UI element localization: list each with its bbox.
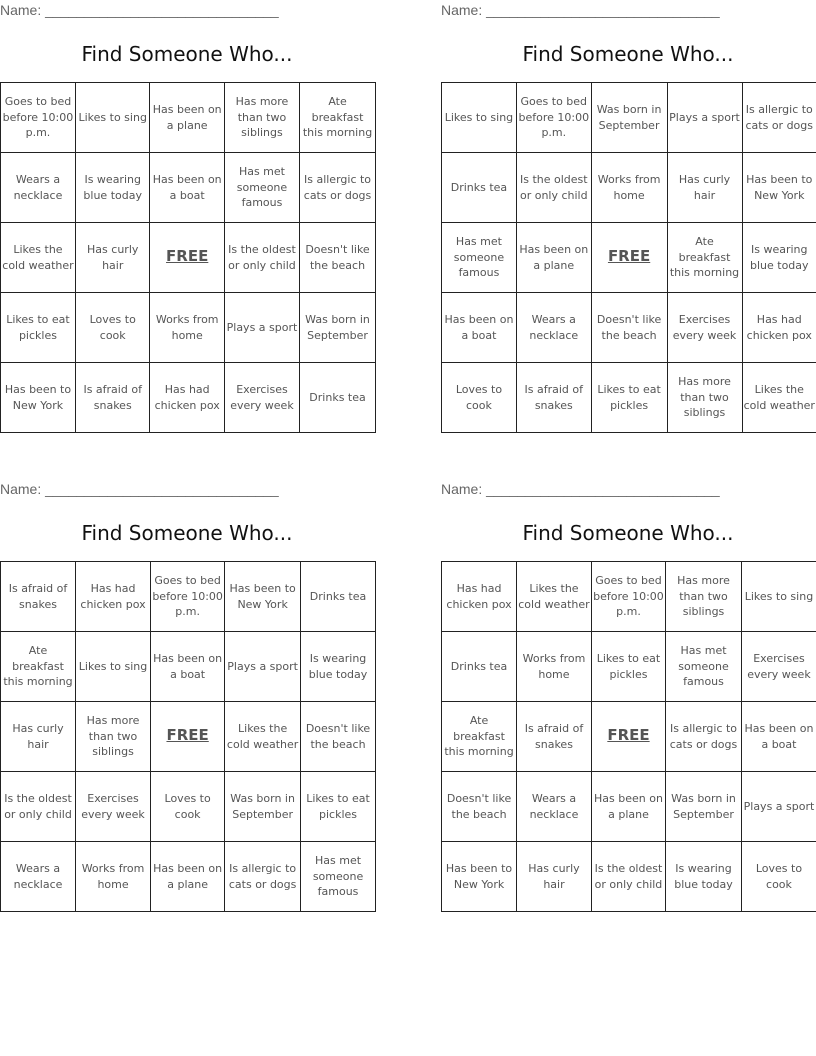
name-line: Name: ______________________________ <box>0 481 279 497</box>
grid-cell: Has been on a plane <box>516 223 591 293</box>
bingo-grid <box>441 561 816 912</box>
grid-row <box>1 632 376 702</box>
grid-cell: Has more than two siblings <box>76 702 151 772</box>
grid-cell: Drinks tea <box>301 562 376 632</box>
grid-cell: Is the oldest or only child <box>1 772 76 842</box>
grid-cell: Likes to sing <box>442 83 517 153</box>
grid-cell: Plays a sport <box>741 772 816 842</box>
grid-cell: Is allergic to cats or dogs <box>225 842 301 912</box>
grid-cell: Loves to cook <box>151 772 225 842</box>
grid-row <box>442 83 816 153</box>
grid-cell: Has more than two siblings <box>224 83 299 153</box>
card-title: Find Someone Who... <box>81 42 293 66</box>
bingo-grid <box>0 82 376 433</box>
grid-cell: Goes to bed before 10:00 p.m. <box>591 562 665 632</box>
grid-cell: Is allergic to cats or dogs <box>666 702 742 772</box>
grid-row <box>442 702 816 772</box>
free-space-label: FREE <box>607 726 650 745</box>
grid-row <box>442 363 816 433</box>
grid-cell: Exercises every week <box>667 293 742 363</box>
grid-cell: Is afraid of snakes <box>75 363 150 433</box>
grid-row <box>442 632 816 702</box>
grid-cell: Goes to bed before 10:00 p.m. <box>516 83 591 153</box>
grid-cell: Is afraid of snakes <box>516 363 591 433</box>
grid-cell: Likes the cold weather <box>1 223 76 293</box>
grid-cell: Likes to sing <box>75 83 150 153</box>
free-space-label: FREE <box>166 726 209 745</box>
card-title: Find Someone Who... <box>522 521 734 545</box>
grid-cell: Has been to New York <box>742 153 816 223</box>
grid-cell: Is wearing blue today <box>666 842 742 912</box>
free-space-label: FREE <box>166 247 209 266</box>
free-space <box>151 702 225 772</box>
grid-cell: Exercises every week <box>224 363 299 433</box>
grid-cell: Ate breakfast this morning <box>442 702 517 772</box>
grid-row <box>1 702 376 772</box>
grid-cell: Has been on a boat <box>741 702 816 772</box>
grid-cell: Has curly hair <box>667 153 742 223</box>
grid-cell: Has been on a boat <box>151 632 225 702</box>
grid-cell: Has had chicken pox <box>442 562 517 632</box>
grid-cell: Wears a necklace <box>517 772 592 842</box>
grid-cell: Has curly hair <box>517 842 592 912</box>
grid-cell: Works from home <box>150 293 224 363</box>
grid-cell: Was born in September <box>666 772 742 842</box>
grid-cell: Works from home <box>591 153 667 223</box>
grid-cell: Has been on a plane <box>151 842 225 912</box>
grid-cell: Has been on a plane <box>591 772 665 842</box>
grid-row <box>1 223 376 293</box>
grid-cell: Doesn't like the beach <box>300 223 376 293</box>
bingo-grid <box>441 82 816 433</box>
grid-row <box>1 293 376 363</box>
grid-cell: Likes to sing <box>76 632 151 702</box>
grid-cell: Wears a necklace <box>1 153 76 223</box>
grid-cell: Doesn't like the beach <box>591 293 667 363</box>
grid-cell: Ate breakfast this morning <box>667 223 742 293</box>
grid-cell: Has met someone famous <box>442 223 517 293</box>
grid-cell: Was born in September <box>591 83 667 153</box>
free-space <box>591 702 665 772</box>
grid-cell: Is afraid of snakes <box>517 702 592 772</box>
card-title: Find Someone Who... <box>81 521 293 545</box>
grid-cell: Has more than two siblings <box>666 562 742 632</box>
grid-cell: Has had chicken pox <box>742 293 816 363</box>
grid-cell: Has been to New York <box>442 842 517 912</box>
grid-cell: Is the oldest or only child <box>591 842 665 912</box>
grid-cell: Wears a necklace <box>1 842 76 912</box>
grid-cell: Has curly hair <box>1 702 76 772</box>
grid-row <box>442 842 816 912</box>
grid-cell: Loves to cook <box>442 363 517 433</box>
grid-cell: Wears a necklace <box>516 293 591 363</box>
grid-cell: Has met someone famous <box>301 842 376 912</box>
grid-cell: Works from home <box>517 632 592 702</box>
grid-cell: Is wearing blue today <box>75 153 150 223</box>
grid-cell: Is wearing blue today <box>742 223 816 293</box>
free-space-label: FREE <box>607 247 651 266</box>
grid-cell: Likes to sing <box>741 562 816 632</box>
grid-cell: Is the oldest or only child <box>516 153 591 223</box>
grid-cell: Plays a sport <box>225 632 301 702</box>
grid-cell: Was born in September <box>300 293 376 363</box>
grid-row <box>442 293 816 363</box>
grid-row <box>1 83 376 153</box>
grid-cell: Ate breakfast this morning <box>300 83 376 153</box>
grid-cell: Is the oldest or only child <box>224 223 299 293</box>
grid-cell: Is afraid of snakes <box>1 562 76 632</box>
grid-cell: Likes the cold weather <box>742 363 816 433</box>
free-space <box>150 223 224 293</box>
name-line: Name: ______________________________ <box>441 2 720 18</box>
grid-cell: Has met someone famous <box>666 632 742 702</box>
grid-cell: Has had chicken pox <box>150 363 224 433</box>
grid-cell: Goes to bed before 10:00 p.m. <box>1 83 76 153</box>
grid-cell: Drinks tea <box>300 363 376 433</box>
grid-cell: Has had chicken pox <box>76 562 151 632</box>
free-space <box>591 223 667 293</box>
grid-cell: Is wearing blue today <box>301 632 376 702</box>
grid-cell: Loves to cook <box>741 842 816 912</box>
grid-cell: Loves to cook <box>75 293 150 363</box>
grid-row <box>1 842 376 912</box>
name-line: Name: ______________________________ <box>0 2 279 18</box>
grid-cell: Is allergic to cats or dogs <box>300 153 376 223</box>
grid-cell: Likes to eat pickles <box>1 293 76 363</box>
grid-cell: Is allergic to cats or dogs <box>742 83 816 153</box>
bingo-grid <box>0 561 376 912</box>
grid-row <box>442 772 816 842</box>
grid-row <box>1 772 376 842</box>
grid-cell: Has been on a boat <box>150 153 224 223</box>
grid-cell: Drinks tea <box>442 153 517 223</box>
grid-row <box>442 562 816 632</box>
grid-cell: Likes the cold weather <box>517 562 592 632</box>
grid-row <box>1 562 376 632</box>
grid-row <box>1 363 376 433</box>
grid-row <box>1 153 376 223</box>
grid-cell: Ate breakfast this morning <box>1 632 76 702</box>
grid-cell: Plays a sport <box>667 83 742 153</box>
grid-cell: Has met someone famous <box>224 153 299 223</box>
grid-cell: Has been to New York <box>225 562 301 632</box>
name-line: Name: ______________________________ <box>441 481 720 497</box>
grid-row <box>442 153 816 223</box>
grid-cell: Works from home <box>76 842 151 912</box>
grid-cell: Has been on a plane <box>150 83 224 153</box>
grid-cell: Drinks tea <box>442 632 517 702</box>
grid-cell: Has more than two siblings <box>667 363 742 433</box>
grid-cell: Plays a sport <box>224 293 299 363</box>
grid-cell: Doesn't like the beach <box>301 702 376 772</box>
grid-cell: Goes to bed before 10:00 p.m. <box>151 562 225 632</box>
grid-cell: Doesn't like the beach <box>442 772 517 842</box>
grid-row <box>442 223 816 293</box>
grid-cell: Likes to eat pickles <box>591 632 665 702</box>
grid-cell: Exercises every week <box>741 632 816 702</box>
grid-cell: Has curly hair <box>75 223 150 293</box>
grid-cell: Exercises every week <box>76 772 151 842</box>
grid-cell: Has been on a boat <box>442 293 517 363</box>
grid-cell: Likes to eat pickles <box>301 772 376 842</box>
grid-cell: Likes the cold weather <box>225 702 301 772</box>
grid-cell: Likes to eat pickles <box>591 363 667 433</box>
grid-cell: Has been to New York <box>1 363 76 433</box>
card-title: Find Someone Who... <box>522 42 734 66</box>
grid-cell: Was born in September <box>225 772 301 842</box>
